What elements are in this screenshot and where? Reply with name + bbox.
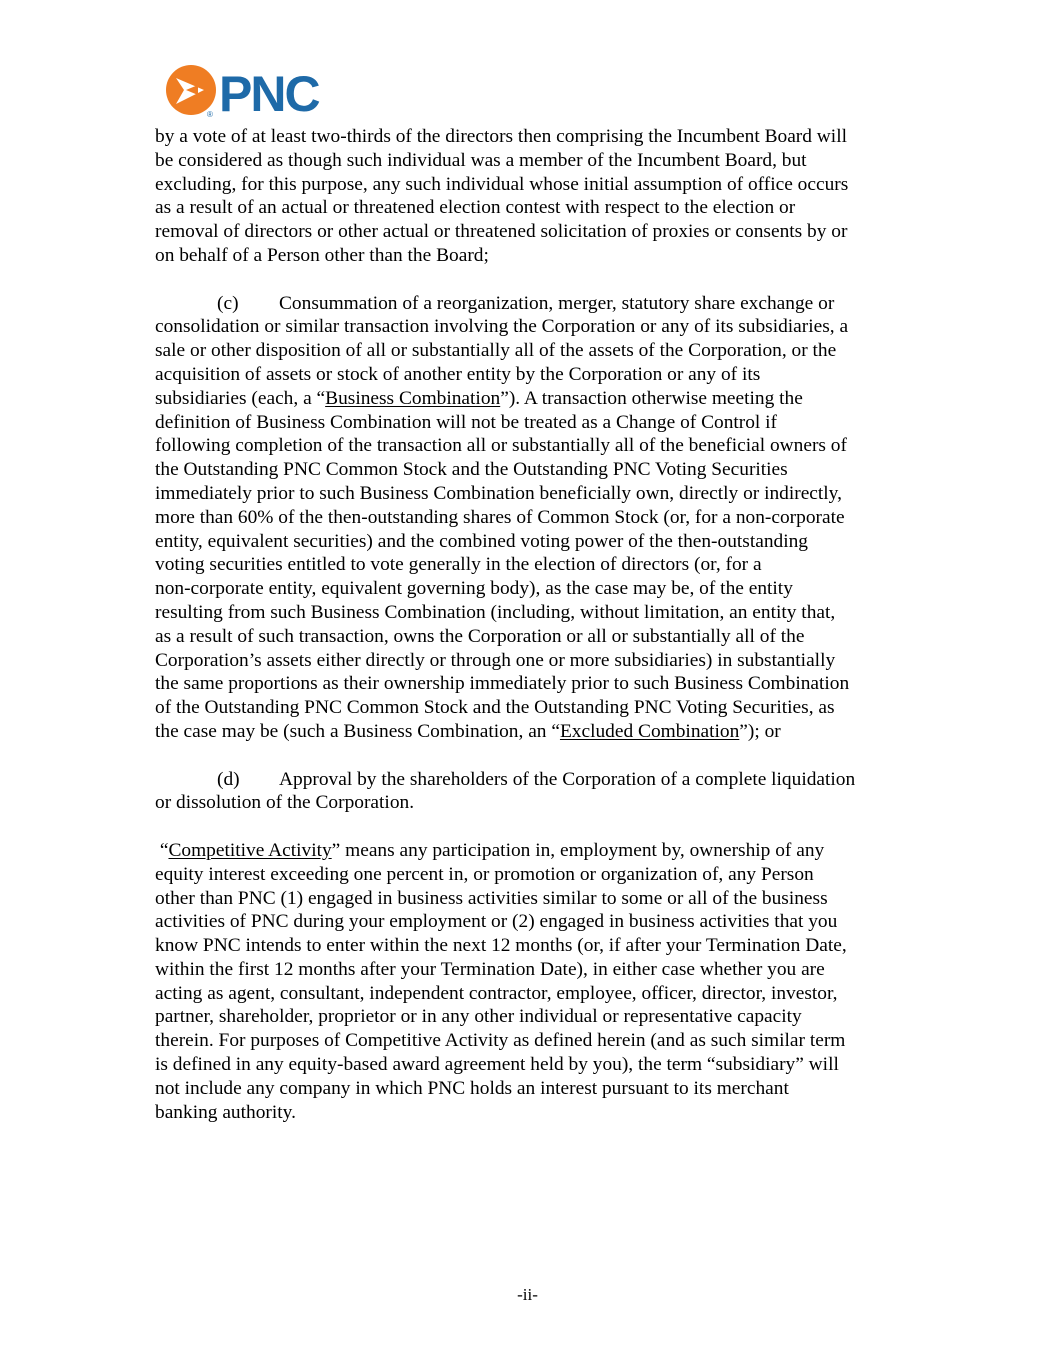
text-line: on behalf of a Person other than the Board; [155, 244, 489, 266]
defined-term-business-combination: Business Combination [325, 387, 501, 409]
document-body [155, 125, 900, 1124]
text-line: excluding, for this purpose, any such individual whose initial assumption of office occurs [155, 173, 849, 195]
text-line: as a result of such transaction, owns the Corporation or all or substantially all of the [155, 625, 805, 647]
defined-term-competitive-activity: Competitive Activity [168, 839, 332, 861]
logo-registered-mark: ® [207, 110, 213, 119]
text-line: the Outstanding PNC Common Stock and the Outstanding PNC Voting Securities [155, 459, 788, 481]
text-line: equity interest exceeding one percent in, or promotion or organization of, any Person [155, 863, 814, 885]
text-line: within the first 12 months after your Termination Date), in either case whether you are [155, 958, 825, 980]
text-line: entity, equivalent securities) and the combined voting power of the then-outstanding [155, 530, 809, 552]
text-line: activities of PNC during your employment or (2) engaged in business activities that you [155, 911, 838, 933]
text-line: other than PNC (1) engaged in business activities similar to some or all of the business [155, 887, 828, 909]
text-line: non-corporate entity, equivalent governing body), as the case may be, of the entity [155, 578, 793, 600]
text-line: definition of Business Combination will not be treated as a Change of Control if [155, 411, 778, 433]
text-line: as a result of an actual or threatened election contest with respect to the election or [155, 197, 796, 219]
text-line: of the Outstanding PNC Common Stock and the Outstanding PNC Voting Securities, as [155, 697, 835, 719]
pnc-logo [164, 64, 339, 122]
text-line: not include any company in which PNC holds an interest pursuant to its merchant [155, 1077, 789, 1099]
text-line: is defined in any equity-based award agreement held by you), the term “subsidiary” will [155, 1054, 839, 1076]
text-line: the same proportions as their ownership immediately prior to such Business Combination [155, 673, 850, 695]
text-line: or dissolution of the Corporation. [155, 792, 415, 814]
clause-number-d: (d) [217, 768, 240, 790]
clause-number-c: (c) [217, 292, 239, 314]
text-line: consolidation or similar transaction involving the Corporation or any of its subsidiaries, a [155, 316, 849, 338]
text-line: partner, shareholder, proprietor or in any other individual or representative capacity [155, 1006, 802, 1028]
text-line: acquisition of assets or stock of another entity by the Corporation or any of its [155, 363, 761, 385]
defined-term-excluded-combination: Excluded Combination [559, 720, 740, 742]
text-line: voting securities entitled to vote generally in the election of directors (or, for a [155, 554, 762, 576]
text-line: sale or other disposition of all or substantially all of the assets of the Corporation, or the [155, 340, 837, 362]
text-line: be considered as though such individual was a member of the Incumbent Board, but [155, 149, 807, 171]
text-line: banking authority. [155, 1101, 296, 1123]
text-line: following completion of the transaction all or substantially all of the beneficial owners of [155, 435, 847, 457]
text-line: Consummation of a reorganization, merger, statutory share exchange or [279, 292, 835, 314]
text-line: resulting from such Business Combination (including, without limitation, an entity that, [155, 601, 836, 623]
paragraph-b-continuation [155, 125, 900, 268]
text-line: removal of directors or other actual or threatened solicitation of proxies or consents by or [155, 221, 848, 243]
text-line: Approval by the shareholders of the Corporation of a complete liquidation [279, 768, 856, 790]
pnc-logo-mark-icon [166, 65, 216, 115]
paragraph-d [155, 768, 900, 816]
page-number: -ii- [517, 1285, 538, 1304]
paragraph-c: (c) Consummation of a reorganization, merger, statutory share exchange or consolidation or similar transaction involving the Corporation or any of its subsidiaries, a sale or other disposition of all or substantially all of the assets of the Corporation, or the acquisition of assets or stock of another entity by the Corporation or any of its subsidiaries (each, a “Business Combination”). A transaction otherwise meeting the definition of Business Combination will not be treated as a Change of Control if following completion of the transaction all or substantially all of the beneficial owners of the Outstanding PNC Common Stock and the Outstanding PNC Voting Securities immediately prior to such Business Combination beneficially own, directly or indirectly, more than 60% of the then-outstanding shares of Common Stock (or, for a non-corporate entity, equivalent securities) and the combined voting power of the then-outstanding voting securities entitled to vote generally in the election of directors (or, for a non-corporate entity, equivalent governing body), as the case may be, of the entity resulting from such Business Combination (including, without limitation, an entity that, as a result of such transaction, owns the Corporation or all or substantially all of the Corporation’s assets either directly or through one or more subsidiaries) in substantially the same proportions as their ownership immediately prior to such Business Combination of the Outstanding PNC Common Stock and the Outstanding PNC Voting Securities, as the case may be (such a Business Combination, an “Excluded Combination”); or [155, 292, 900, 744]
text-line: immediately prior to such Business Combination beneficially own, directly or indirectly, [155, 482, 842, 504]
text-line: Corporation’s assets either directly or through one or more subsidiaries) in substantially [155, 649, 836, 671]
paragraph-competitive-activity: “Competitive Activity” means any participation in, employment by, ownership of any equity interest exceeding one percent in, or promotion or organization of, any Person other than PNC (1) engaged in business activities similar to some or all of the business activities of PNC during your employment or (2) engaged in business activities that you know PNC intends to enter within the next 12 months (or, if after your Termination Date, within the first 12 months after your Termination Date), in either case whether you are acting as agent, consultant, independent contractor, employee, officer, director, investor, partner, shareholder, proprietor or in any other individual or representative capacity therein. For purposes of Competitive Activity as defined herein (and as such similar term is defined in any equity-based award agreement held by you), the term “subsidiary” will not include any company in which PNC holds an interest pursuant to its merchant banking authority. [155, 839, 900, 1125]
text-line: know PNC intends to enter within the next 12 months (or, if after your Termination Date, [155, 935, 847, 957]
text-line: more than 60% of the then-outstanding shares of Common Stock (or, for a non-corporate [155, 506, 845, 528]
logo-wordmark: PNC [219, 66, 319, 122]
text-line: therein. For purposes of Competitive Activity as defined herein (and as such similar term [155, 1030, 846, 1052]
text-line: acting as agent, consultant, independent contractor, employee, officer, director, investor, [155, 982, 838, 1004]
text-line: by a vote of at least two-thirds of the directors then comprising the Incumbent Board will [155, 126, 847, 147]
